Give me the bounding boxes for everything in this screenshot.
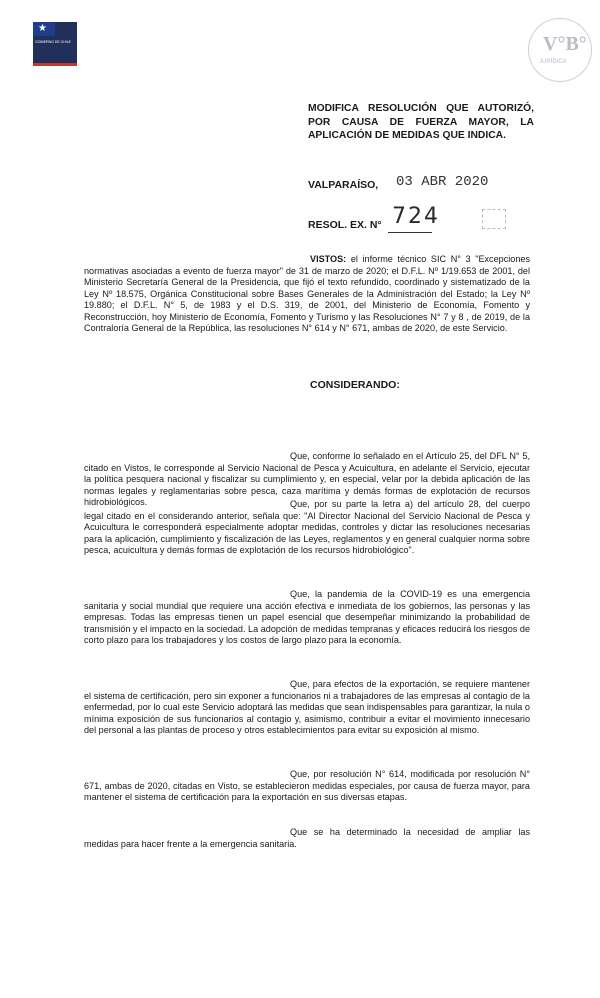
- paragraph-5: Que, por resolución N° 614, modificada por resolución N° 671, ambas de 2020, citadas en Visto, se establecieron medidas especiales, por causa de fuerza mayor, para mantener el sistema de certificación para la exportación en sus diversas etapas.: [84, 769, 530, 802]
- stamp-vb-text: V°B°: [543, 33, 587, 55]
- government-logo: [33, 22, 77, 66]
- logo-label: GOBIERNO DE CHILE: [35, 40, 71, 44]
- resolution-underline: [388, 232, 432, 233]
- paragraph-3: Que, la pandemia de la COVID-19 es una emergencia sanitaria y social mundial que requiere una acción efectiva e inmediata de los gobiernos, las personas y las empresas. Todas las empresas tienen un papel esencial que desempeñar minimizando la probabilidad de transmisión y el impacto en la sociedad. La adopción de medidas tempranas y eficaces reducirá los riesgos de corto plazo para los trabajadores y los costos de largo plazo para la economía.: [84, 589, 530, 645]
- paragraph-1: Que, conforme lo señalado en el Artículo 25, del DFL N° 5, citado en Vistos, le corresponde al Servicio Nacional de Pesca y Acuicultura, en adelante el Servicio, ejecutar la política pesquera nacional y fiscalizar su cumplimiento y, en especial, velar por la debida aplicación de las normas legales y reglamentarias sobre pesca, caza marítima y demás formas de explotación de recursos hidrobiológicos.: [84, 451, 530, 507]
- page-stamp: [482, 209, 506, 229]
- resolution-number: 724: [392, 204, 440, 229]
- vistos-paragraph: [84, 254, 530, 335]
- paragraph-2: Que, por su parte la letra a) del artículo 28, del cuerpo legal citado en el considerando anterior, señala que: "Al Director Nacional del Servicio Nacional de Pesca y Acuicultura le corresponderá especialmente adoptar medidas, controles y dictar las resoluciones necesarias para la aplicación, cumplimiento y fiscalización de las Leyes, reglamentos y en general cualquier norma sobre pesca, acuicultura y demás formas de explotación de los recursos hidrobiológico".: [84, 499, 530, 555]
- approval-stamp: [528, 18, 592, 82]
- paragraph-6: Que se ha determinado la necesidad de ampliar las medidas para hacer frente a la emergencia sanitaria.: [84, 827, 530, 849]
- vistos-text: el informe técnico SIC N° 3 "Excepciones normativas asociadas a evento de fuerza mayor" de 31 de marzo de 2020; el D.F.L. Nº 1/19.653 de 2001, del Ministerio Secretaría General de la Presidencia, que fijó el texto refundido, coordinado y sistematizado de la Ley Nº 18.575, Orgánica Constitucional sobre Bases Generales de la Administración del Estado; la Ley Nº 19.880; el D.F.L. N° 5, de 1983 y el D.S. 319, de 2001, del Ministerio de Economía, Fomento y Reconstrucción, hoy Ministerio de Economía, Fomento y Turismo y las Resoluciones N° 7 y 8 , de 2019, de la Contraloría General de la República, las resoluciones N° 614 y N° 671, ambas de 2020, de este Servicio.: [84, 254, 530, 333]
- handwritten-date: 03 ABR 2020: [396, 174, 489, 190]
- resolution-label: RESOL. EX. N°: [308, 219, 382, 231]
- vistos-label: VISTOS:: [310, 254, 347, 264]
- document-title: MODIFICA RESOLUCIÓN QUE AUTORIZÓ, POR CAUSA DE FUERZA MAYOR, LA APLICACIÓN DE MEDIDAS QUE INDICA.: [308, 103, 534, 141]
- star-icon: ★: [38, 23, 47, 34]
- paragraph-4: Que, para efectos de la exportación, se requiere mantener el sistema de certificación, pero sin exponer a funcionarios ni a trabajadores de las empresas al contagio de la enfermedad, por lo cual este Servicio adoptará las medidas que sean indispensables para garantizar, la nula o mínima exposición de sus funcionarios al contagio y, asimismo, contribuir a evitar el movimiento innecesario del personal a las plantas de proceso y otros establecimientos para evitar su exposición al mismo.: [84, 679, 530, 735]
- considerando-heading: CONSIDERANDO:: [310, 379, 400, 391]
- stamp-sub-text: JURÍDICA: [539, 59, 567, 65]
- place-label: VALPARAÍSO,: [308, 179, 379, 191]
- logo-red-stripe: [33, 63, 77, 66]
